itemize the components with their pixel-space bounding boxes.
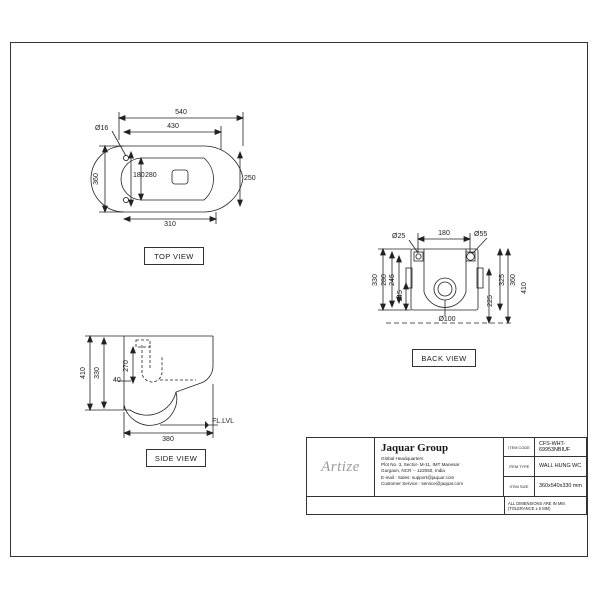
view-label-back: BACK VIEW <box>412 349 476 367</box>
spec-key: ITEM SIZE <box>504 477 535 496</box>
dim-back-325: 325 <box>498 274 506 286</box>
dim-top-250: 250 <box>244 175 256 182</box>
spec-row-item-code <box>504 438 587 457</box>
address-line: Global Headquarters <box>381 456 424 461</box>
spec-row-item-size <box>504 477 587 496</box>
address-line: Customer Service : service@jaquar.com <box>381 480 464 486</box>
spec-value: CFS-WHT-69953NBIUF <box>539 441 571 454</box>
spec-row-item-type <box>504 457 587 476</box>
dim-side-330: 330 <box>93 367 101 379</box>
dim-top-430: 430 <box>167 123 179 130</box>
address-line: Plot No. 3, Sector- M-11, IMT Manesar <box>381 462 460 468</box>
dim-side-380: 380 <box>162 436 174 443</box>
dim-top-180: 180 <box>133 172 145 179</box>
spec-fields <box>504 438 587 496</box>
brand-logo-text: Artize <box>321 458 360 475</box>
dim-back-180: 180 <box>438 230 450 237</box>
dim-top-310: 310 <box>164 221 176 228</box>
dim-side-40: 40 <box>113 377 121 384</box>
dim-top-540: 540 <box>175 109 187 116</box>
company-info <box>376 438 504 496</box>
dim-back-360: 360 <box>509 274 517 286</box>
dim-side-410: 410 <box>79 367 87 379</box>
dim-top-360: 360 <box>92 173 100 185</box>
dim-back-280: 280 <box>380 274 388 286</box>
view-label-side: SIDE VIEW <box>146 449 206 467</box>
dim-back-330: 330 <box>371 274 379 286</box>
spec-key: ITEM CODE <box>504 438 535 456</box>
dim-top-dia16: Ø16 <box>95 125 109 132</box>
dim-back-145: 145 <box>396 290 404 302</box>
spec-key: ITEM TYPE <box>504 457 535 475</box>
dim-back-225: 225 <box>486 295 494 307</box>
brand-logo <box>307 438 375 496</box>
address-line: Gurgaon, NCR -- 122050, India <box>381 468 445 474</box>
dim-top-280: 280 <box>145 172 157 179</box>
address-line: E-mail : Sales: support@jaquar.com <box>381 474 455 480</box>
spec-value: WALL HUNG WC <box>539 463 582 470</box>
dim-back-245: 245 <box>388 274 396 286</box>
label-floor-level: FL.LVL <box>212 418 235 425</box>
tolerance-note: ALL DIMENSIONS ARE IN MM. (TOLERANCE ± 5 MM) <box>504 497 588 515</box>
company-name: Jaquar Group <box>381 442 449 454</box>
dim-back-dia55: Ø55 <box>474 231 488 238</box>
dim-back-dia25: Ø25 <box>392 233 406 240</box>
company-address <box>381 456 499 487</box>
title-block-footer <box>307 496 588 515</box>
spec-value: 360x540x330 mm <box>539 483 582 490</box>
view-label-top: TOP VIEW <box>144 247 204 265</box>
dim-side-270: 270 <box>122 360 130 372</box>
title-block <box>306 437 587 515</box>
dim-back-dia100: Ø100 <box>438 316 456 323</box>
dim-back-410: 410 <box>520 282 528 294</box>
